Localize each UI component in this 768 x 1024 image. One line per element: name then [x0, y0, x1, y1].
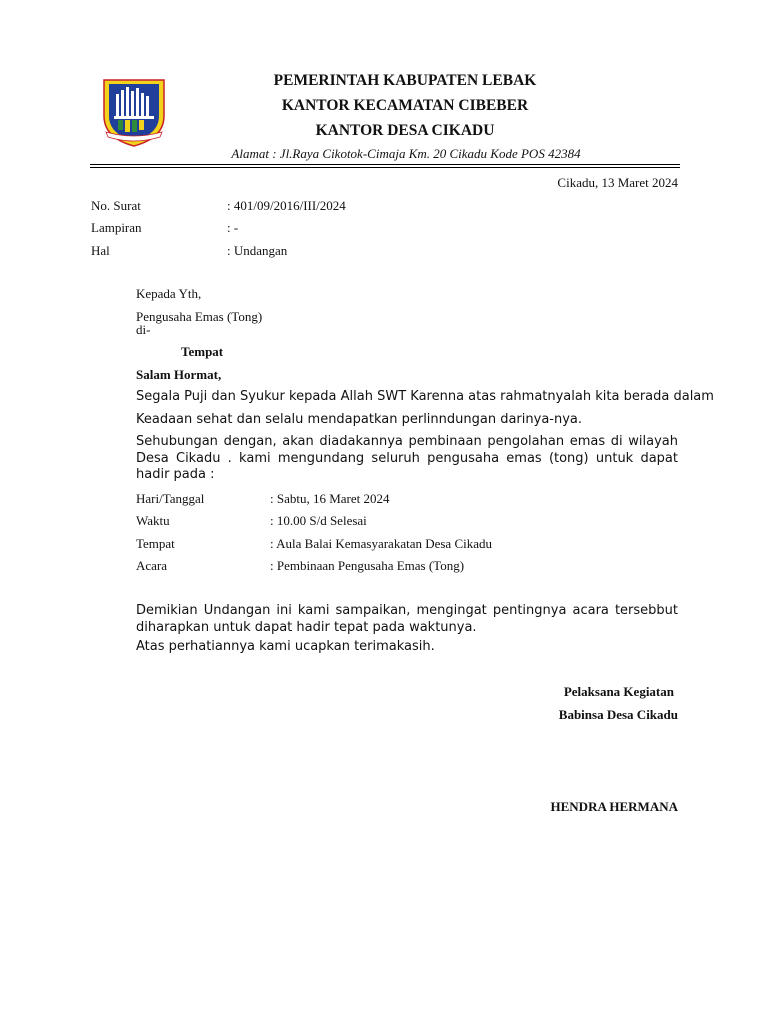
- kop-line-1: PEMERINTAH KABUPATEN LEBAK: [273, 72, 537, 89]
- kop-address: Alamat : Jl.Raya Cikotok-Cimaja Km. 20 Cikadu Kode POS 42384: [231, 146, 581, 161]
- event-label-place: Tempat: [136, 536, 175, 551]
- event-label-date: Hari/Tanggal: [136, 491, 205, 506]
- kop-divider: [90, 164, 680, 165]
- event-value-place: : Aula Balai Kemasyarakatan Desa Cikadu: [270, 536, 493, 551]
- paragraph-1: Segala Puji dan Syukur kepada Allah SWT Karenna atas rahmatnyalah kita berada dalam: [136, 389, 714, 404]
- closing-paragraph: Demikian Undangan ini kami sampaikan, mengingat pentingnya acara tersebbut diharapkan untuk dapat hadir tepat pada waktunya.: [136, 603, 678, 635]
- letter-date: Cikadu, 13 Maret 2024: [557, 175, 678, 190]
- paragraph-3: Sehubungan dengan, akan diadakannya pembinaan pengolahan emas di wilayah Desa Cikadu . kami mengundang seluruh pengusaha emas (tong) untuk dapat hadir pada :: [136, 434, 678, 482]
- salutation: Salam Hormat,: [136, 367, 222, 382]
- event-label-time: Waktu: [136, 513, 170, 528]
- meta-label-lampiran: Lampiran: [91, 220, 142, 235]
- signature-title-2: Babinsa Desa Cikadu: [558, 707, 678, 722]
- event-value-time: : 10.00 S/d Selesai: [270, 513, 367, 528]
- kop-divider-thin: [90, 167, 680, 168]
- kop-line-3: KANTOR DESA CIKADU: [315, 122, 495, 139]
- meta-value-lampiran: : -: [227, 220, 239, 235]
- paragraph-2: Keadaan sehat dan selalu mendapatkan perlinndungan darinya-nya.: [136, 412, 583, 427]
- meta-label-no-surat: No. Surat: [91, 198, 141, 213]
- signatory-name: HENDRA HERMANA: [550, 799, 678, 814]
- recipient-greeting: Kepada Yth,: [136, 286, 202, 301]
- meta-value-hal: : Undangan: [227, 243, 288, 258]
- recipient-place: Tempat: [181, 344, 224, 359]
- event-value-agenda: : Pembinaan Pengusaha Emas (Tong): [270, 558, 465, 573]
- lebak-regency-logo: [100, 76, 168, 148]
- event-label-agenda: Acara: [136, 558, 168, 573]
- event-value-date: : Sabtu, 16 Maret 2024: [270, 491, 390, 506]
- meta-label-hal: Hal: [91, 243, 110, 258]
- signature-title-1: Pelaksana Kegiatan: [563, 684, 674, 699]
- recipient-name: Pengusaha Emas (Tong): [136, 309, 263, 324]
- recipient-di: di-: [136, 322, 151, 337]
- kop-line-2: KANTOR KECAMATAN CIBEBER: [281, 97, 529, 114]
- closing-thanks: Atas perhatiannya kami ucapkan terimakasih.: [136, 639, 435, 654]
- meta-value-no-surat: : 401/09/2016/III/2024: [227, 198, 346, 213]
